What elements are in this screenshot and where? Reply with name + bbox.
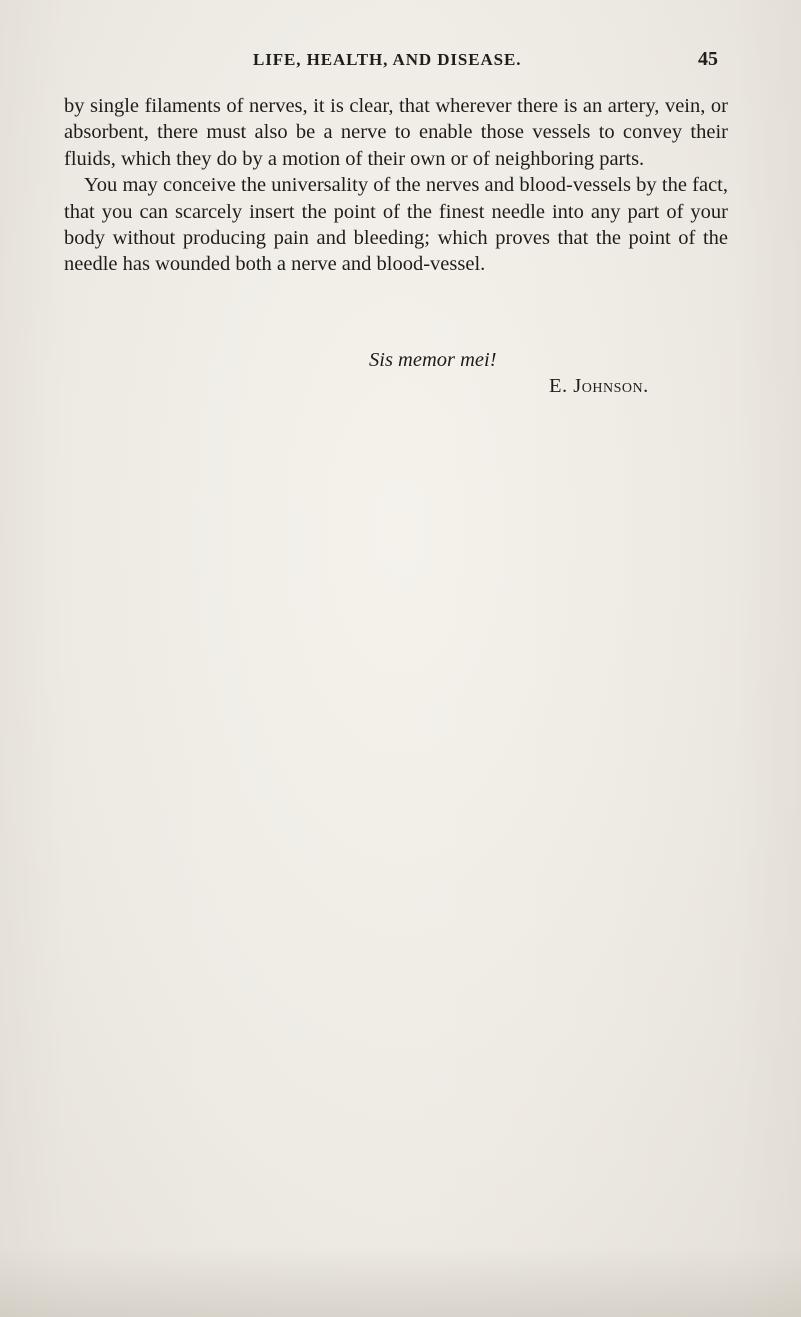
- page-number: 45: [698, 48, 718, 70]
- paragraph: You may conceive the universality of the nerves and blood-vessels by the fact, that you can scarcely insert the point of the finest needle into any part of your body without producing pain and bleeding; which proves that the point of the needle has wounded both a nerve and blood-vessel.: [64, 174, 728, 276]
- page-edge-shadow: [0, 1247, 801, 1317]
- running-head: LIFE, HEALTH, AND DISEASE.: [253, 50, 522, 69]
- author-signature: E. Johnson.: [549, 375, 649, 397]
- paragraph: by single filaments of nerves, it is clear, that wherever there is an artery, vein, or absorbent, there must also be a nerve to enable those vessels to convey their fluids, which they do by a motion of their own or of neighboring parts.: [64, 95, 728, 170]
- closing-salutation: Sis memor mei!: [369, 349, 497, 371]
- body-text: [64, 93, 728, 278]
